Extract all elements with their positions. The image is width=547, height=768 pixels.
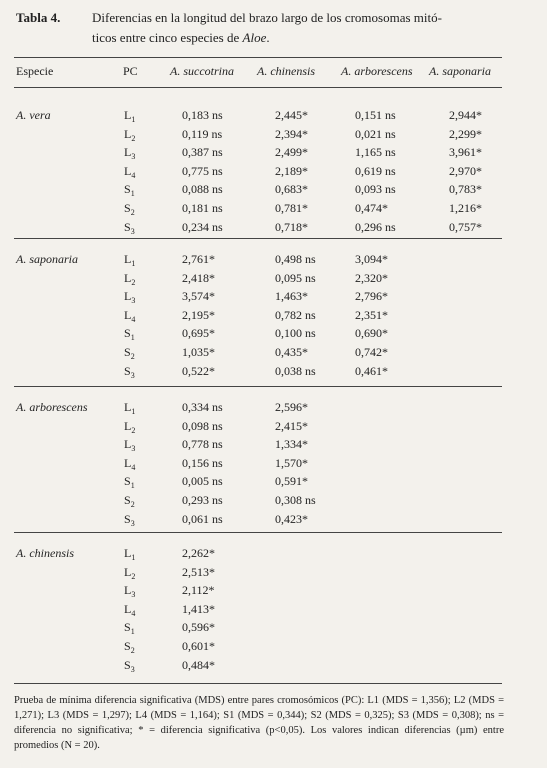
pc-subscript: 3 (131, 152, 136, 162)
title-suffix: . (266, 30, 270, 45)
value-cell: 0,296 ns (355, 219, 396, 234)
table-row (0, 220, 547, 237)
table-row (0, 658, 547, 675)
group-label: A. chinensis (16, 546, 74, 560)
table-row (0, 437, 547, 454)
pc-label (124, 201, 135, 216)
value-cell: 0,234 ns (182, 219, 223, 234)
pc-label (124, 583, 135, 598)
value-cell: 2,970* (449, 163, 482, 178)
header-chinensis: A. chinensis (257, 64, 315, 78)
pc-subscript: 1 (131, 553, 136, 562)
value-cell: 2,195* (182, 307, 215, 322)
value-cell: 0,095 ns (275, 270, 316, 285)
group-rule (14, 386, 502, 387)
pc-letter: L (124, 400, 132, 414)
title-genus: Aloe (242, 30, 267, 45)
table-row (0, 182, 547, 199)
pc-subscript: 1 (130, 481, 135, 491)
pc-subscript: 3 (130, 226, 135, 236)
header-rule (14, 87, 502, 88)
value-cell: 2,499* (275, 145, 308, 160)
table-row (0, 474, 547, 491)
value-cell: 0,387 ns (182, 145, 223, 160)
table-label: Tabla 4. (16, 10, 61, 25)
pc-label (124, 474, 135, 489)
pc-letter: L (124, 126, 132, 141)
value-cell: 1,570* (275, 455, 308, 470)
value-cell: 1,334* (275, 437, 308, 452)
pc-label (124, 437, 135, 452)
table-row (0, 456, 547, 473)
pc-label (124, 252, 135, 267)
pc-subscript: 1 (131, 115, 136, 124)
pc-subscript: 1 (131, 259, 136, 268)
pc-label (124, 546, 135, 561)
value-cell: 0,601* (182, 639, 215, 653)
value-cell: 1,216* (449, 201, 482, 215)
value-cell: 2,299* (449, 126, 482, 141)
table-row (0, 145, 547, 162)
pc-subscript: 3 (130, 664, 135, 674)
pc-label (124, 108, 135, 123)
table-title-line-1: Diferencias en la longitud del brazo largo de los cromosomas mitó- (92, 10, 442, 25)
bottom-rule (14, 683, 502, 684)
pc-label (124, 289, 135, 304)
value-cell: 2,189* (275, 163, 308, 178)
value-cell: 2,596* (275, 400, 308, 414)
pc-subscript: 1 (130, 189, 135, 199)
pc-letter: L (124, 307, 132, 322)
table-row (0, 639, 547, 656)
pc-letter: L (124, 145, 132, 160)
pc-letter: L (124, 437, 132, 452)
group-label: A. arborescens (16, 400, 88, 414)
value-cell: 1,165 ns (355, 145, 396, 160)
group-rule (14, 532, 502, 533)
top-rule (14, 57, 502, 58)
pc-label (124, 493, 135, 508)
value-cell: 0,423* (275, 511, 308, 526)
header-saponaria: A. saponaria (429, 64, 492, 78)
pc-letter: L (124, 108, 132, 122)
pc-label (124, 308, 135, 323)
value-cell: 0,781* (275, 201, 308, 215)
group-label: A. saponaria (16, 252, 79, 266)
value-cell: 2,761* (182, 252, 215, 266)
pc-label (124, 127, 135, 142)
pc-subscript: 2 (130, 208, 135, 217)
value-cell: 0,098 ns (182, 418, 223, 433)
table-row (0, 583, 547, 600)
table-row (0, 546, 547, 563)
value-cell: 1,413* (182, 601, 215, 616)
pc-subscript: 4 (131, 170, 136, 180)
value-cell: 0,181 ns (182, 201, 223, 215)
table-row (0, 308, 547, 325)
pc-subscript: 2 (130, 500, 135, 509)
value-cell: 2,320* (355, 270, 388, 285)
value-cell: 2,112* (182, 583, 215, 598)
pc-label (124, 602, 135, 617)
value-cell: 0,596* (182, 620, 215, 635)
pc-letter: S (124, 219, 131, 234)
value-cell: 1,035* (182, 345, 215, 359)
pc-label (124, 345, 135, 360)
pc-subscript: 2 (131, 425, 136, 435)
value-cell: 0,061 ns (182, 511, 223, 526)
value-cell: 0,783* (449, 182, 482, 197)
value-cell: 0,778 ns (182, 437, 223, 452)
value-cell: 0,156 ns (182, 455, 223, 470)
value-cell: 0,484* (182, 657, 215, 672)
header-especie: Especie (16, 64, 54, 78)
pc-label (124, 565, 135, 580)
pc-subscript: 2 (131, 571, 136, 581)
pc-subscript: 2 (130, 646, 135, 655)
value-cell: 0,119 ns (182, 126, 223, 141)
value-cell: 0,522* (182, 363, 215, 378)
group-label: A. vera (16, 108, 51, 122)
value-cell: 0,151 ns (355, 108, 396, 122)
pc-letter: S (124, 511, 131, 526)
pc-letter: S (124, 201, 131, 215)
value-cell: 3,094* (355, 252, 388, 266)
value-cell: 0,683* (275, 182, 308, 197)
pc-letter: S (124, 363, 131, 378)
value-cell: 0,742* (355, 345, 388, 359)
pc-letter: L (124, 601, 132, 616)
value-cell: 0,308 ns (275, 493, 316, 507)
pc-letter: S (124, 326, 131, 341)
table-row (0, 164, 547, 181)
value-cell: 2,351* (355, 307, 388, 322)
table-row (0, 201, 547, 218)
pc-subscript: 2 (131, 277, 136, 287)
value-cell: 0,334 ns (182, 400, 223, 414)
table-row (0, 364, 547, 381)
value-cell: 2,944* (449, 108, 482, 122)
value-cell: 0,005 ns (182, 474, 223, 489)
value-cell: 2,445* (275, 108, 308, 122)
header-succotrina: A. succotrina (170, 64, 234, 78)
value-cell: 2,796* (355, 289, 388, 304)
pc-label (124, 326, 135, 341)
pc-subscript: 2 (131, 133, 136, 143)
pc-subscript: 3 (130, 370, 135, 380)
pc-subscript: 1 (130, 627, 135, 637)
pc-label (124, 456, 135, 471)
value-cell: 2,415* (275, 418, 308, 433)
table-row (0, 127, 547, 144)
pc-subscript: 3 (131, 444, 136, 454)
table-row (0, 345, 547, 362)
table-row (0, 493, 547, 510)
table-row (0, 602, 547, 619)
pc-letter: L (124, 583, 132, 598)
pc-letter: S (124, 345, 131, 359)
pc-letter: L (124, 564, 132, 579)
pc-label (124, 512, 135, 527)
pc-subscript: 3 (131, 296, 136, 306)
pc-letter: S (124, 493, 131, 507)
table-row (0, 108, 547, 125)
pc-subscript: 4 (131, 314, 136, 324)
pc-subscript: 3 (130, 518, 135, 528)
title-prefix: ticos entre cinco especies de (92, 30, 243, 45)
pc-letter: S (124, 182, 131, 197)
value-cell: 0,782 ns (275, 307, 316, 322)
header-pc: PC (123, 64, 138, 78)
table-row (0, 512, 547, 529)
pc-letter: L (124, 418, 132, 433)
table-title-line-2 (92, 28, 522, 48)
value-cell: 3,961* (449, 145, 482, 160)
pc-letter: L (124, 546, 132, 560)
pc-subscript: 4 (131, 462, 136, 472)
pc-label (124, 145, 135, 160)
pc-subscript: 1 (130, 333, 135, 343)
value-cell: 0,293 ns (182, 493, 223, 507)
value-cell: 2,513* (182, 564, 215, 579)
value-cell: 1,463* (275, 289, 308, 304)
pc-subscript: 2 (130, 352, 135, 361)
value-cell: 0,690* (355, 326, 388, 341)
table-footnote: Prueba de mínima diferencia significativa (MDS) entre pares cromosómicos (PC): L1 (MDS = 1,356); L2 (MDS = 1,271); L3 (MDS = 1,297); L4 (MDS = 1,164); S1 (MDS = 0,344); S2 (MDS = 0,325); S3 (MDS = 0,308); ns = diferencia no significativa; * = diferencia significativa (p<0,05). Los valores indican diferencias (µm) entre promedios (N = 20). (14, 695, 504, 751)
pc-label (124, 271, 135, 286)
value-cell: 0,088 ns (182, 182, 223, 197)
value-cell: 2,418* (182, 270, 215, 285)
pc-label (124, 400, 135, 415)
value-cell: 0,619 ns (355, 163, 396, 178)
pc-label (124, 419, 135, 434)
value-cell: 0,498 ns (275, 252, 316, 266)
value-cell: 0,100 ns (275, 326, 316, 341)
pc-subscript: 1 (131, 407, 136, 416)
value-cell: 0,591* (275, 474, 308, 489)
pc-letter: S (124, 474, 131, 489)
pc-letter: S (124, 639, 131, 653)
pc-label (124, 164, 135, 179)
pc-label (124, 658, 135, 673)
group-rule (14, 238, 502, 239)
pc-letter: L (124, 252, 132, 266)
value-cell: 2,262* (182, 546, 215, 560)
pc-label (124, 639, 135, 654)
value-cell: 0,718* (275, 219, 308, 234)
table-row (0, 419, 547, 436)
pc-letter: S (124, 657, 131, 672)
pc-letter: L (124, 455, 132, 470)
value-cell: 0,695* (182, 326, 215, 341)
table-row (0, 289, 547, 306)
value-cell: 3,574* (182, 289, 215, 304)
pc-label (124, 364, 135, 379)
value-cell: 0,775 ns (182, 163, 223, 178)
pc-subscript: 4 (131, 608, 136, 618)
pc-subscript: 3 (131, 590, 136, 600)
table-row (0, 252, 547, 269)
value-cell: 0,435* (275, 345, 308, 359)
pc-letter: L (124, 270, 132, 285)
pc-label (124, 620, 135, 635)
value-cell: 2,394* (275, 126, 308, 141)
value-cell: 0,474* (355, 201, 388, 215)
value-cell: 0,093 ns (355, 182, 396, 197)
value-cell: 0,021 ns (355, 126, 396, 141)
table-title (92, 8, 522, 48)
pc-letter: L (124, 163, 132, 178)
value-cell: 0,183 ns (182, 108, 223, 122)
value-cell: 0,757* (449, 219, 482, 234)
table-row (0, 565, 547, 582)
table-row (0, 271, 547, 288)
value-cell: 0,038 ns (275, 363, 316, 378)
pc-letter: L (124, 289, 132, 304)
table-row (0, 620, 547, 637)
pc-label (124, 220, 135, 235)
header-arborescens: A. arborescens (341, 64, 413, 78)
pc-label (124, 182, 135, 197)
table-row (0, 400, 547, 417)
value-cell: 0,461* (355, 363, 388, 378)
table-row (0, 326, 547, 343)
pc-letter: S (124, 620, 131, 635)
